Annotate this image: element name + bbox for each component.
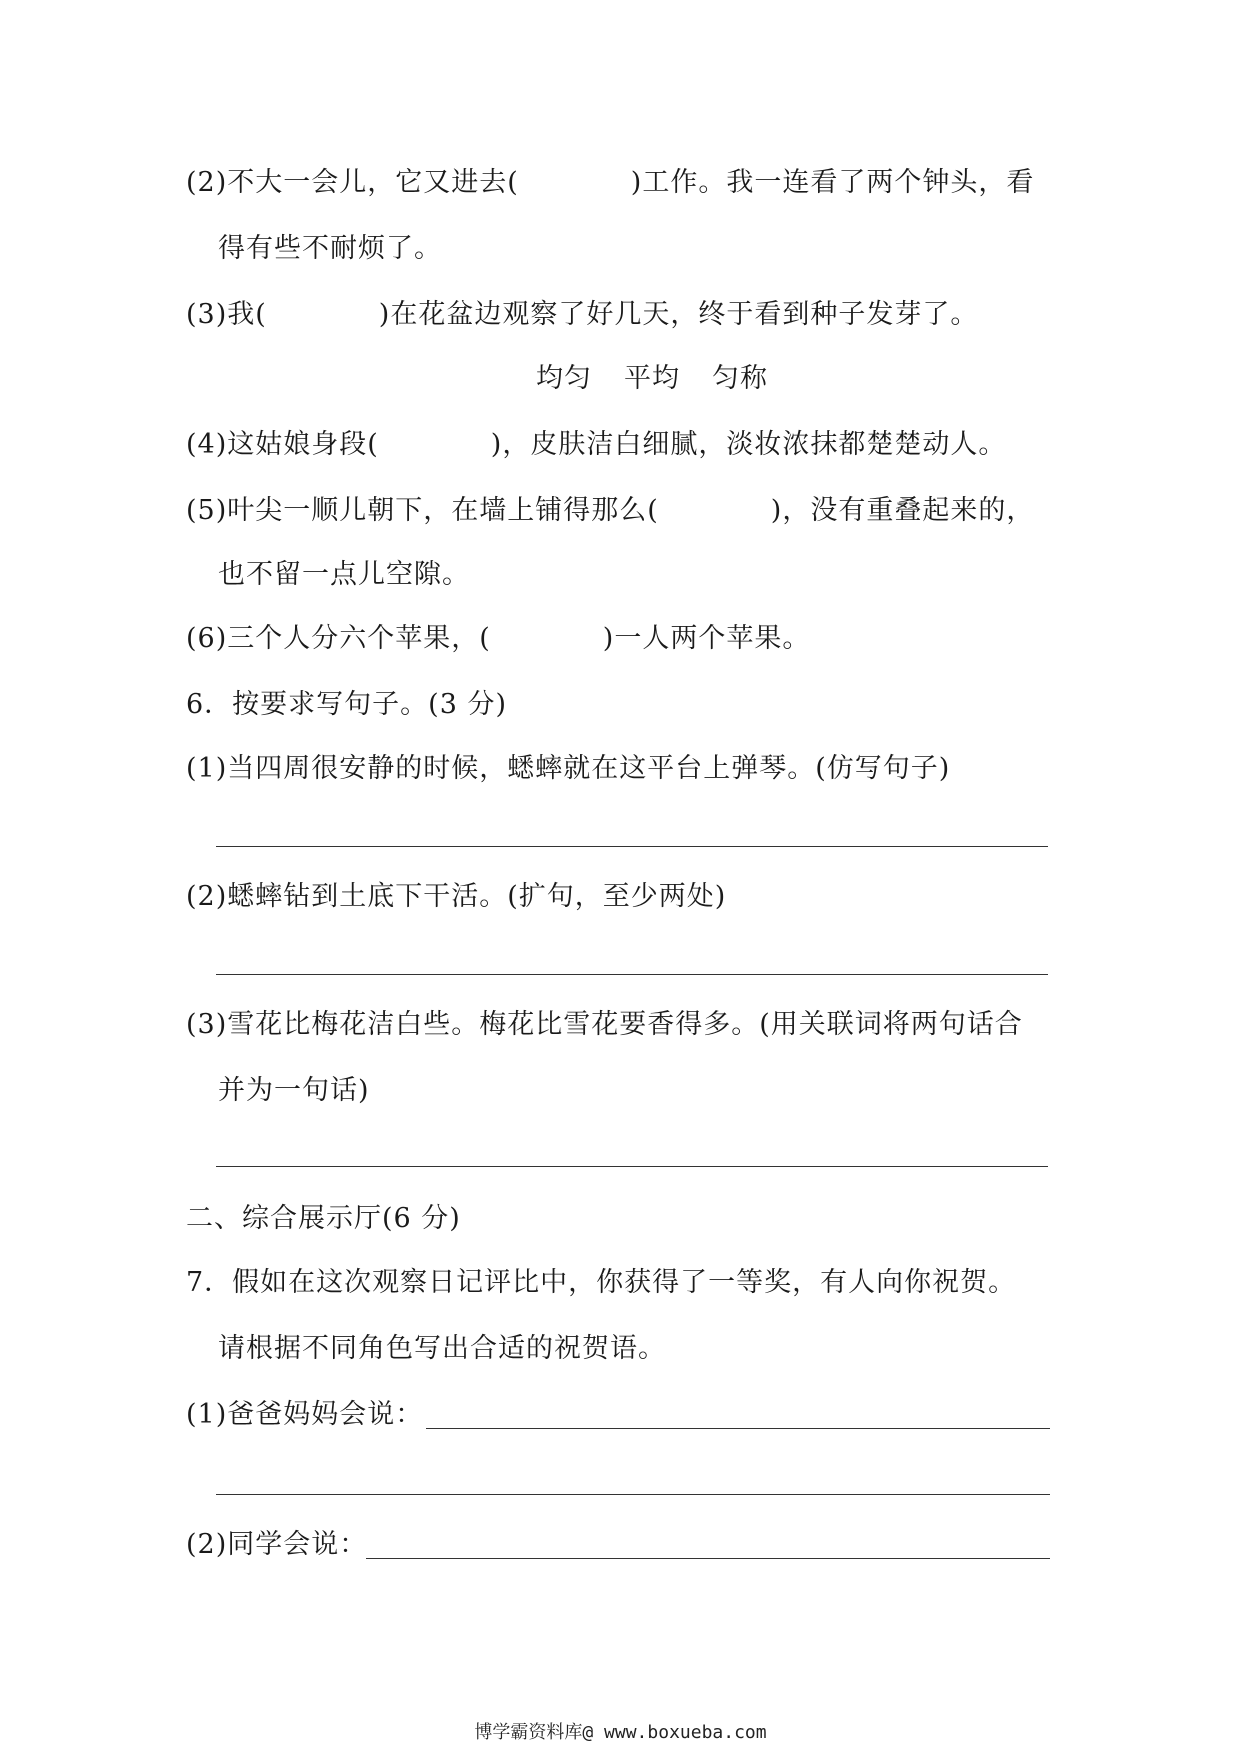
q6-item-3: (3)雪花比梅花洁白些。梅花比雪花要香得多。(用关联词将两句话合	[186, 1009, 1023, 1040]
q5-item-4-suffix: )，皮肤洁白细腻，淡妆浓抹都楚楚动人。	[490, 429, 1007, 460]
q5-item-5-suffix: )，没有重叠起来的，	[770, 495, 1035, 526]
q6-title: 6．按要求写句子。(3 分)	[186, 689, 508, 720]
word-bank	[520, 362, 784, 396]
q7-item-1: (1)爸爸妈妈会说：	[186, 1399, 424, 1430]
q5-item-4	[186, 428, 1006, 462]
q6-item-3-continuation: 并为一句话)	[218, 1075, 370, 1106]
q5-item-6-suffix: )一人两个苹果。	[602, 623, 811, 654]
q7-title: 7．假如在这次观察日记评比中，你获得了一等奖，有人向你祝贺。	[186, 1267, 1017, 1298]
footer-watermark: 博学霸资料库@ www.boxueba.com	[474, 1722, 767, 1743]
q5-item-3	[186, 298, 978, 332]
q5-item-2-prefix: (2)不大一会儿，它又进去(	[186, 167, 519, 198]
q5-item-2-suffix: )工作。我一连看了两个钟头，看	[630, 167, 1035, 198]
q6-item-1-answer-line[interactable]	[216, 846, 1048, 847]
q5-item-5-prefix: (5)叶尖一顺儿朝下，在墙上铺得那么(	[186, 495, 659, 526]
q5-item-2	[186, 166, 1034, 200]
word-bank-option-2: 平均	[624, 363, 680, 394]
q5-item-5	[186, 494, 1034, 528]
q5-item-3-suffix: )在花盆边观察了好几天，终于看到种子发芽了。	[378, 299, 979, 330]
q7-item-2: (2)同学会说：	[186, 1529, 368, 1560]
q5-item-3-prefix: (3)我(	[186, 299, 267, 330]
q5-item-6	[186, 622, 810, 656]
q7-item-1-answer-line-a[interactable]	[426, 1428, 1050, 1429]
q6-item-1: (1)当四周很安静的时候，蟋蟀就在这平台上弹琴。(仿写句子)	[186, 753, 951, 784]
q7-item-2-answer-line[interactable]	[366, 1558, 1050, 1559]
word-bank-option-1: 均匀	[536, 363, 592, 394]
q5-item-5-continuation: 也不留一点儿空隙。	[218, 559, 470, 590]
q6-item-2-answer-line[interactable]	[216, 974, 1048, 975]
section-2-title: 二、综合展示厅(6 分)	[186, 1203, 461, 1234]
q7-item-1-answer-line-b[interactable]	[216, 1494, 1050, 1495]
q6-item-3-answer-line[interactable]	[216, 1166, 1048, 1167]
word-bank-option-3: 匀称	[712, 363, 768, 394]
q5-item-2-continuation: 得有些不耐烦了。	[218, 233, 442, 264]
q6-item-2: (2)蟋蟀钻到土底下干活。(扩句，至少两处)	[186, 881, 727, 912]
q5-item-4-prefix: (4)这姑娘身段(	[186, 429, 379, 460]
q5-item-6-prefix: (6)三个人分六个苹果，(	[186, 623, 491, 654]
q7-continuation: 请根据不同角色写出合适的祝贺语。	[218, 1333, 666, 1364]
